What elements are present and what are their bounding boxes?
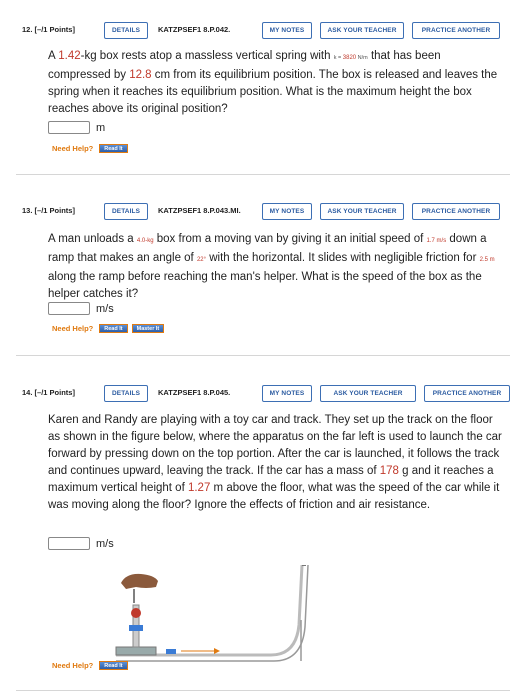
need-help-label: Need Help?: [52, 324, 94, 333]
question-number: 12.: [22, 25, 33, 34]
value-mass: 1.42: [58, 50, 81, 62]
spring-constant-label: k = 3820 N/m: [333, 55, 368, 61]
track-figure: [96, 565, 336, 685]
question-text: Karen and Randy are playing with a toy car and track. They set up the track on the floor as shown in the figure below, where the apparatus on the far left is used to launch the car forward by pressing down on the top portion. After the car is launched, it follows the track and continues upward, leaving the track. If the car has a mass of 178 g and it reaches a maximum vertical height of 1.27 m above the floor, what was the speed of the car while it was moving along the floor? Ignore the effects of friction and air resistance.: [48, 414, 502, 511]
my-notes-button[interactable]: MY NOTES: [262, 203, 312, 220]
need-help-row: [52, 144, 132, 153]
question-text: A man unloads a 4.0-kg box from a moving van by giving it an initial speed of 1.7 m/s down a ramp that makes an angle of 22° with the horizontal. It slides with negligible friction for 2.5 m along the ramp before reaching the man's helper. What is the speed of the box as the helper catches it?: [48, 233, 495, 300]
ask-teacher-button[interactable]: ASK YOUR TEACHER: [320, 385, 416, 402]
practice-another-button[interactable]: PRACTICE ANOTHER: [412, 203, 500, 220]
answer-row: [48, 121, 105, 134]
details-button[interactable]: DETAILS: [104, 203, 148, 220]
need-help-label: Need Help?: [52, 661, 94, 670]
practice-another-button[interactable]: PRACTICE ANOTHER: [424, 385, 510, 402]
value-mass: 4.0-kg: [136, 238, 154, 244]
question-header: [16, 22, 510, 42]
separator: [16, 690, 510, 691]
need-help-row: [52, 661, 132, 670]
answer-input[interactable]: [48, 537, 90, 550]
my-notes-button[interactable]: MY NOTES: [262, 385, 312, 402]
ask-teacher-button[interactable]: ASK YOUR TEACHER: [320, 203, 404, 220]
details-button[interactable]: DETAILS: [104, 385, 148, 402]
practice-another-button[interactable]: PRACTICE ANOTHER: [412, 22, 500, 39]
read-it-button[interactable]: Read It: [99, 324, 127, 333]
question-header: [16, 203, 510, 223]
need-help-row: [52, 324, 168, 333]
points-label: [–/1 Points]: [34, 206, 75, 215]
question-header: [16, 385, 510, 405]
answer-input[interactable]: [48, 302, 90, 315]
points-label: [–/1 Points]: [34, 388, 75, 397]
answer-unit: m/s: [96, 302, 114, 315]
question-code: KATZPSEF1 8.P.042.: [158, 25, 231, 34]
value-height: 1.27: [187, 482, 211, 494]
answer-unit: m/s: [96, 537, 114, 550]
read-it-button[interactable]: Read It: [99, 144, 127, 153]
question-number: 14.: [22, 388, 33, 397]
details-button[interactable]: DETAILS: [104, 22, 148, 39]
value-angle: 22°: [196, 257, 207, 263]
need-help-label: Need Help?: [52, 144, 94, 153]
answer-unit: m: [96, 121, 106, 134]
value-compression: 12.8: [129, 69, 152, 81]
launcher-base: [116, 647, 156, 655]
value-speed: 1.7 m/s: [426, 238, 447, 244]
ask-teacher-button[interactable]: ASK YOUR TEACHER: [320, 22, 404, 39]
master-it-button[interactable]: Master It: [132, 324, 165, 333]
question-text: A 1.42-kg box rests atop a massless vertical spring with k = 3820 N/m that has been compressed by 12.8 cm from its equilibrium position. The box is released and leaves the spring when it reaches its equilibrium position. What is the maximum height the box reaches above its original position?: [48, 50, 498, 115]
my-notes-button[interactable]: MY NOTES: [262, 22, 312, 39]
question-number: 13.: [22, 206, 33, 215]
separator: [16, 174, 510, 175]
points-label: [–/1 Points]: [34, 25, 75, 34]
value-distance: 2.5 m: [479, 257, 495, 263]
separator: [16, 355, 510, 356]
answer-input[interactable]: [48, 121, 90, 134]
answer-row: [48, 537, 114, 550]
value-mass: 178: [379, 465, 399, 477]
answer-row: [48, 302, 114, 315]
toy-car: [166, 649, 176, 654]
read-it-button[interactable]: Read It: [99, 661, 127, 670]
question-code: KATZPSEF1 8.P.045.: [158, 388, 231, 397]
hand-icon: [121, 574, 158, 589]
question-code: KATZPSEF1 8.P.043.MI.: [158, 206, 241, 215]
